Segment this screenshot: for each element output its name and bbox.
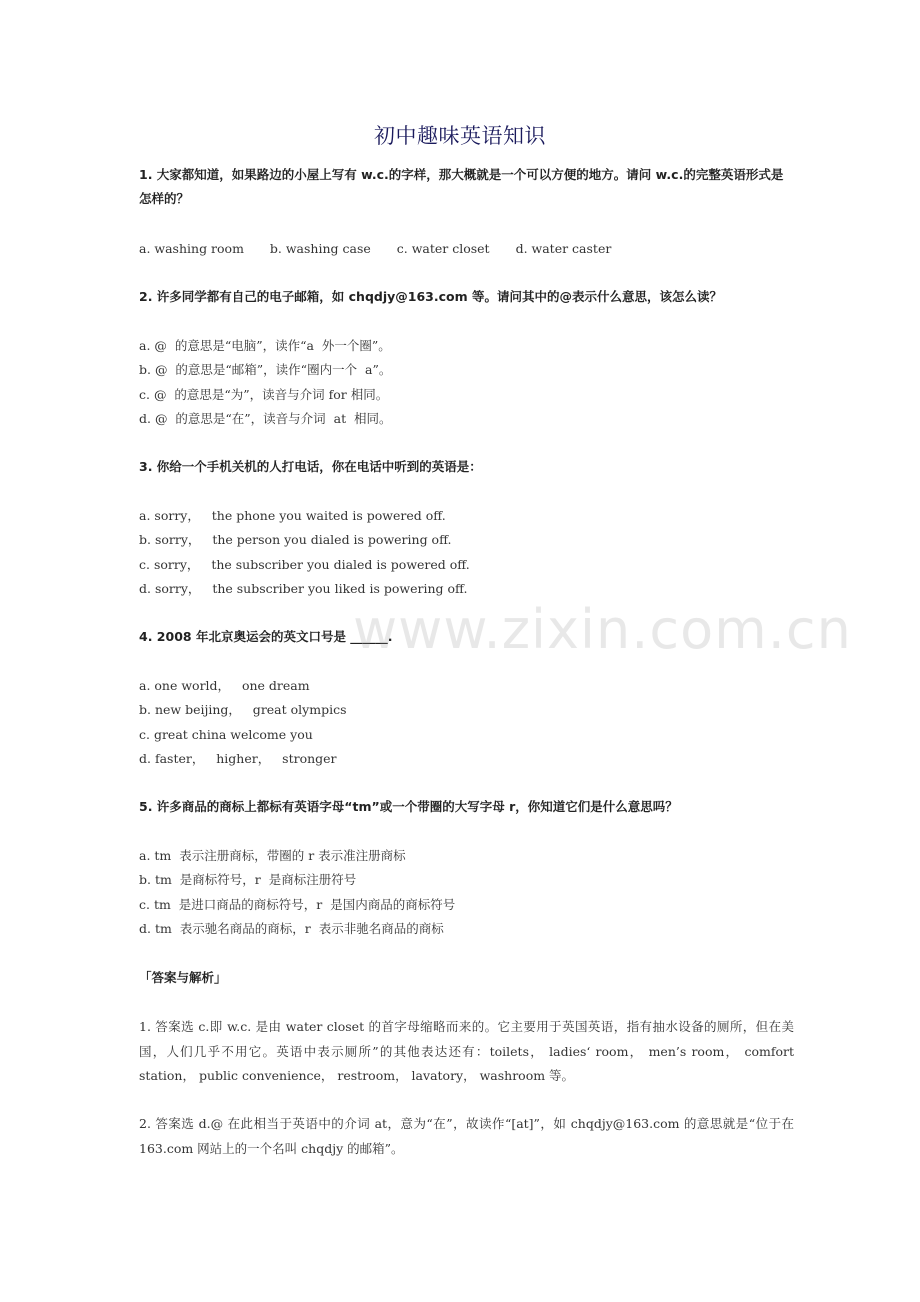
option-d: d. tm 表示驰名商品的商标，r 表示非驰名商品的商标 xyxy=(139,920,444,936)
question-stem: 3. 你给一个手机关机的人打电话，你在电话中听到的英语是： xyxy=(139,459,482,474)
option-a: a. tm 表示注册商标，带圈的 r 表示准注册商标 xyxy=(139,848,406,863)
option-b: b. sorry， the person you dialed is powering off. xyxy=(139,532,452,548)
watermark: www.zixin.com.cn xyxy=(353,598,852,661)
question-stem: 5. 许多商品的商标上都标有英语字母“tm”或一个带圈的大写字母 r，你知道它们是什么意思吗？ xyxy=(139,799,678,814)
option-c: c. tm 是进口商品的商标符号，r 是国内商品的商标符号 xyxy=(139,896,456,912)
question-stem: 2. 许多同学都有自己的电子邮箱，如 chqdjy@163.com 等。请问其中的@表示什么意思，该怎么读？ xyxy=(139,289,723,304)
option-b: b. new beijing， great olympics xyxy=(139,702,347,718)
option-d: d. faster， higher， stronger xyxy=(139,750,337,766)
question-2 xyxy=(139,285,794,309)
question-3 xyxy=(139,455,794,479)
question-1-options xyxy=(139,241,794,256)
option-b: b. tm 是商标符号，r 是商标注册符号 xyxy=(139,872,357,888)
question-3-options xyxy=(139,504,794,601)
question-stem: 4. 2008 年北京奥运会的英文口号是 ______. xyxy=(139,629,393,644)
question-stem: 1. 大家都知道，如果路边的小屋上写有 w.c.的字样，那大概就是一个可以方便的地方。请问 w.c.的完整英语形式是怎样的？ xyxy=(139,167,784,206)
option-b: b. @ 的意思是“邮箱”，读作“圈内一个 a”。 xyxy=(139,362,392,378)
option-c: c. @ 的意思是“为”，读音与介词 for 相同。 xyxy=(139,386,389,402)
document-title: 初中趣味英语知识 xyxy=(374,124,546,148)
option-c: c. great china welcome you xyxy=(139,726,313,742)
question-1 xyxy=(139,163,794,211)
option-c: c. sorry， the subscriber you dialed is powered off. xyxy=(139,556,470,572)
answer-1 xyxy=(139,1015,794,1089)
option-d: d. @ 的意思是“在”，读音与介词 at 相同。 xyxy=(139,410,392,426)
option-c: c. water closet xyxy=(396,241,490,256)
question-5 xyxy=(139,795,794,819)
question-5-options xyxy=(139,844,794,941)
answers-heading-block xyxy=(139,966,794,990)
answers-heading: 「答案与解析」 xyxy=(139,970,227,985)
question-2-options xyxy=(139,334,794,431)
option-b: b. washing case xyxy=(269,241,371,256)
answer-2 xyxy=(139,1112,794,1161)
option-a: a. sorry， the phone you waited is powered off. xyxy=(139,508,446,523)
question-4-options xyxy=(139,674,794,771)
answer-text: 1. 答案选 c.即 w.c. 是由 water closet 的首字母缩略而来的。它主要用于英国英语，指有抽水设备的厕所，但在美国，人们几乎不用它。英语中表示厕所”的其他表达还有：toilets， ladies‘ room， men’s room， comfort station， public convenience， restroom， lavatory， washroom 等。 xyxy=(139,1019,794,1083)
option-a: a. one world， one dream xyxy=(139,678,310,693)
option-d: d. sorry， the subscriber you liked is powering off. xyxy=(139,580,468,596)
option-a: a. @ 的意思是“电脑”，读作“a 外一个圈”。 xyxy=(139,338,391,353)
option-d: d. water caster xyxy=(515,241,612,256)
option-a: a. washing room xyxy=(139,241,244,256)
answer-text: 2. 答案选 d.@ 在此相当于英语中的介词 at，意为“在”，故读作“[at]”，如 chqdjy@163.com 的意思就是“位于在 163.com 网站上的一个名叫 chqdjy 的邮箱”。 xyxy=(139,1116,794,1156)
